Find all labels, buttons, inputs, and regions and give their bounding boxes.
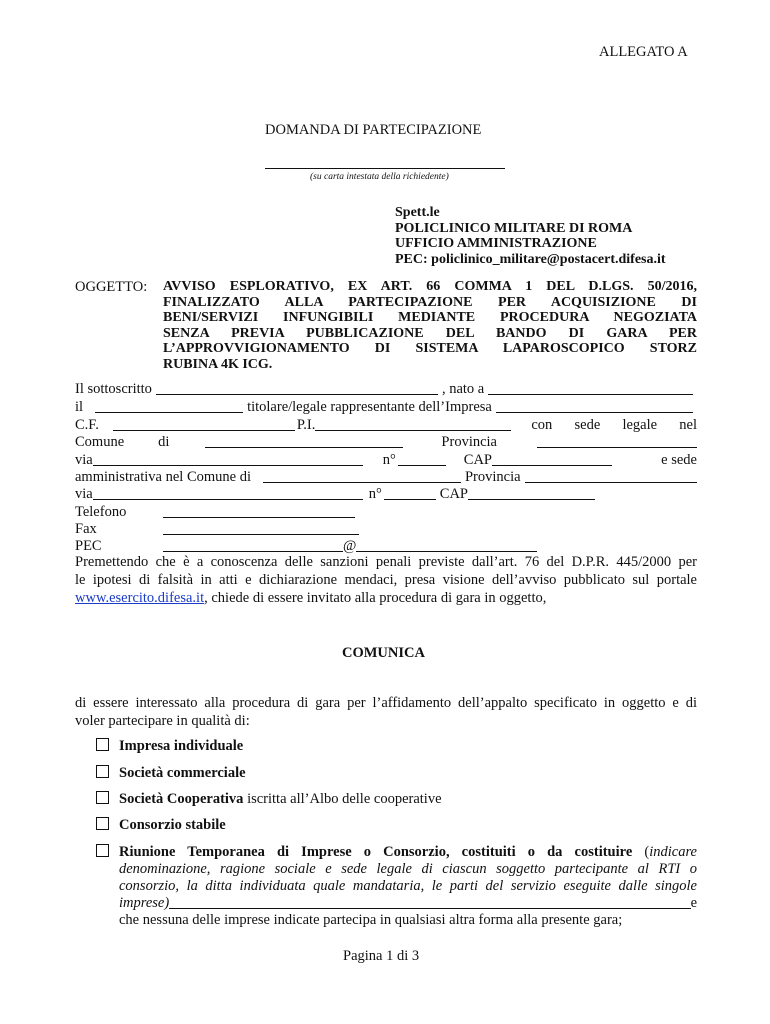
label-telefono: Telefono (75, 504, 127, 520)
rti-label: Riunione Temporanea di Imprese o Consorzio, costituiti o da costituire (119, 844, 633, 860)
subject-line: AVVISO ESPLORATIVO, EX ART. 66 COMMA 1 DEL D.LGS. 50/2016, (163, 279, 697, 294)
field-cap[interactable] (492, 464, 612, 466)
comunica-heading: COMUNICA (342, 645, 425, 661)
subject-label: OGGETTO: (75, 279, 148, 295)
premise-line: le ipotesi di falsità in atti e dichiarazione mendaci, presa visione dell’avviso pubblicato sul portale (75, 572, 697, 588)
field-comune-amm[interactable] (263, 481, 461, 483)
form-row-fax (75, 521, 359, 538)
checkbox[interactable] (96, 844, 109, 857)
premise-line: Premettendo che è a conoscenza delle sanzioni penali previste dall’art. 76 del D.P.R. 445/2000 per (75, 554, 697, 570)
field-numero-amm[interactable] (384, 498, 436, 500)
label-n: n° (382, 452, 396, 468)
portal-link[interactable]: www.esercito.difesa.it (75, 590, 205, 606)
option-consorzio-stabile[interactable] (96, 817, 226, 834)
label-e-sede: e sede (661, 452, 697, 468)
comunica-intro (75, 694, 697, 730)
rti-line: che nessuna delle imprese indicate partecipa in qualsiasi altra forma alla presente gara; (119, 912, 623, 928)
label-il: il (75, 399, 84, 415)
field-il[interactable] (95, 411, 243, 413)
label-at: @ (343, 538, 357, 554)
field-nato-a[interactable] (488, 393, 693, 395)
label-sottoscritto: Il sottoscritto (75, 381, 152, 397)
intro-line: di essere interessato alla procedura di gara per l’affidamento dell’appalto specificato in oggetto e di (75, 695, 697, 711)
field-telefono[interactable] (163, 516, 355, 518)
premise-paragraph (75, 553, 697, 607)
label-con-sede: con sede legale nel (531, 417, 697, 433)
letterhead-line (265, 158, 505, 169)
recipient-office: UFFICIO AMMINISTRAZIONE (395, 236, 597, 251)
form-row-cf (75, 417, 697, 434)
label-n-amm: n° (368, 486, 382, 502)
label-pec: PEC (75, 538, 102, 554)
label-via: via (75, 452, 93, 468)
form-row-via (75, 452, 697, 469)
page-number: Pagina 1 di 3 (343, 948, 420, 964)
field-fax[interactable] (163, 533, 359, 535)
rti-line (119, 844, 697, 861)
recipient-org: POLICLINICO MILITARE DI ROMA (395, 220, 633, 236)
field-impresa[interactable] (496, 411, 693, 413)
label-via-amm: via (75, 486, 93, 502)
rti-e: e (690, 895, 697, 911)
form-row-telefono (75, 504, 355, 521)
form-row-comune (75, 434, 697, 451)
recipient-block (395, 205, 666, 267)
rti-line: consorzio, la ditta individuata quale mandataria, le parti del servizio eseguite dalle singole (119, 878, 697, 894)
field-via-amm[interactable] (93, 498, 363, 500)
rti-line (119, 895, 697, 912)
form-row-via-amm (75, 486, 595, 503)
option-label: Impresa individuale (119, 738, 244, 754)
label-cap-amm: CAP (439, 486, 468, 502)
paren: ( (644, 844, 650, 860)
field-rti[interactable] (169, 907, 690, 909)
label-provincia: Provincia (441, 434, 497, 450)
option-societa-commerciale[interactable] (96, 765, 246, 782)
checkbox[interactable] (96, 738, 109, 751)
field-provincia-amm[interactable] (525, 481, 697, 483)
field-cap-amm[interactable] (468, 498, 595, 500)
label-provincia-amm: Provincia (464, 469, 521, 485)
checkbox[interactable] (96, 791, 109, 804)
letterhead-note: (su carta intestata della richiedente) (310, 172, 449, 182)
label-fax: Fax (75, 521, 97, 537)
field-numero[interactable] (398, 464, 446, 466)
subject-text (163, 279, 697, 372)
form-row-amministrativa (75, 469, 697, 486)
option-label: Società commerciale (119, 765, 246, 781)
option-label: Società Cooperativa (119, 791, 244, 807)
form-row-sottoscritto (75, 381, 697, 398)
label-di: di (158, 434, 170, 450)
option-societa-cooperativa[interactable] (96, 791, 442, 808)
checkbox[interactable] (96, 765, 109, 778)
label-comune: Comune (75, 434, 125, 450)
label-titolare: titolare/legale rappresentante dell’Impresa (247, 399, 492, 415)
label-pi: P.I. (296, 417, 316, 433)
field-via[interactable] (93, 464, 363, 466)
document-title: DOMANDA DI PARTECIPAZIONE (265, 122, 482, 138)
option-impresa-individuale[interactable] (96, 738, 243, 755)
subject-line: RUBINA 4K ICG. (163, 356, 273, 372)
rti-italic: imprese) (119, 895, 170, 911)
field-cf[interactable] (113, 429, 295, 431)
field-pi[interactable] (315, 429, 511, 431)
field-pec-domain[interactable] (356, 550, 537, 552)
premise-line (75, 589, 697, 607)
premise-rest: , chiede di essere invitato alla procedura di gara in oggetto, (204, 590, 547, 606)
option-label: Consorzio stabile (119, 817, 226, 833)
subject-line: BENI/SERVIZI INFUNGIBILI MEDIANTE PROCEDURA NEGOZIATA (163, 310, 697, 325)
rti-line: denominazione, ragione sociale e sede legale di ciascun soggetto partecipante al RTI o (119, 861, 697, 877)
field-comune[interactable] (205, 446, 403, 448)
label-nato-a: , nato a (441, 381, 485, 397)
rti-italic: indicare (649, 844, 697, 860)
field-sottoscritto[interactable] (156, 393, 438, 395)
option-rti[interactable] (96, 844, 119, 861)
label-amministrativa: amministrativa nel Comune di (75, 469, 251, 485)
label-cf: C.F. (75, 417, 99, 433)
checkbox[interactable] (96, 817, 109, 830)
field-provincia[interactable] (537, 446, 697, 448)
subject-line: SENZA PREVIA PUBBLICAZIONE DEL BANDO DI GARA PER (163, 325, 697, 341)
field-pec-user[interactable] (163, 550, 343, 552)
recipient-pec: PEC: policlinico_militare@postacert.difesa.it (395, 251, 666, 267)
subject-line: FINALIZZATO ALLA PARTECIPAZIONE PER ACQUISIZIONE DI (163, 294, 697, 310)
label-cap: CAP (463, 452, 492, 468)
option-label-rest: iscritta all’Albo delle cooperative (243, 791, 442, 807)
subject-line: L’APPROVVIGIONAMENTO DI SISTEMA LAPAROSCOPICO STORZ (163, 341, 697, 356)
form-row-il (75, 399, 697, 416)
recipient-salutation: Spett.le (395, 205, 440, 220)
allegato-label: ALLEGATO A (599, 44, 688, 60)
intro-line: voler partecipare in qualità di: (75, 713, 250, 729)
rti-text (119, 844, 697, 929)
